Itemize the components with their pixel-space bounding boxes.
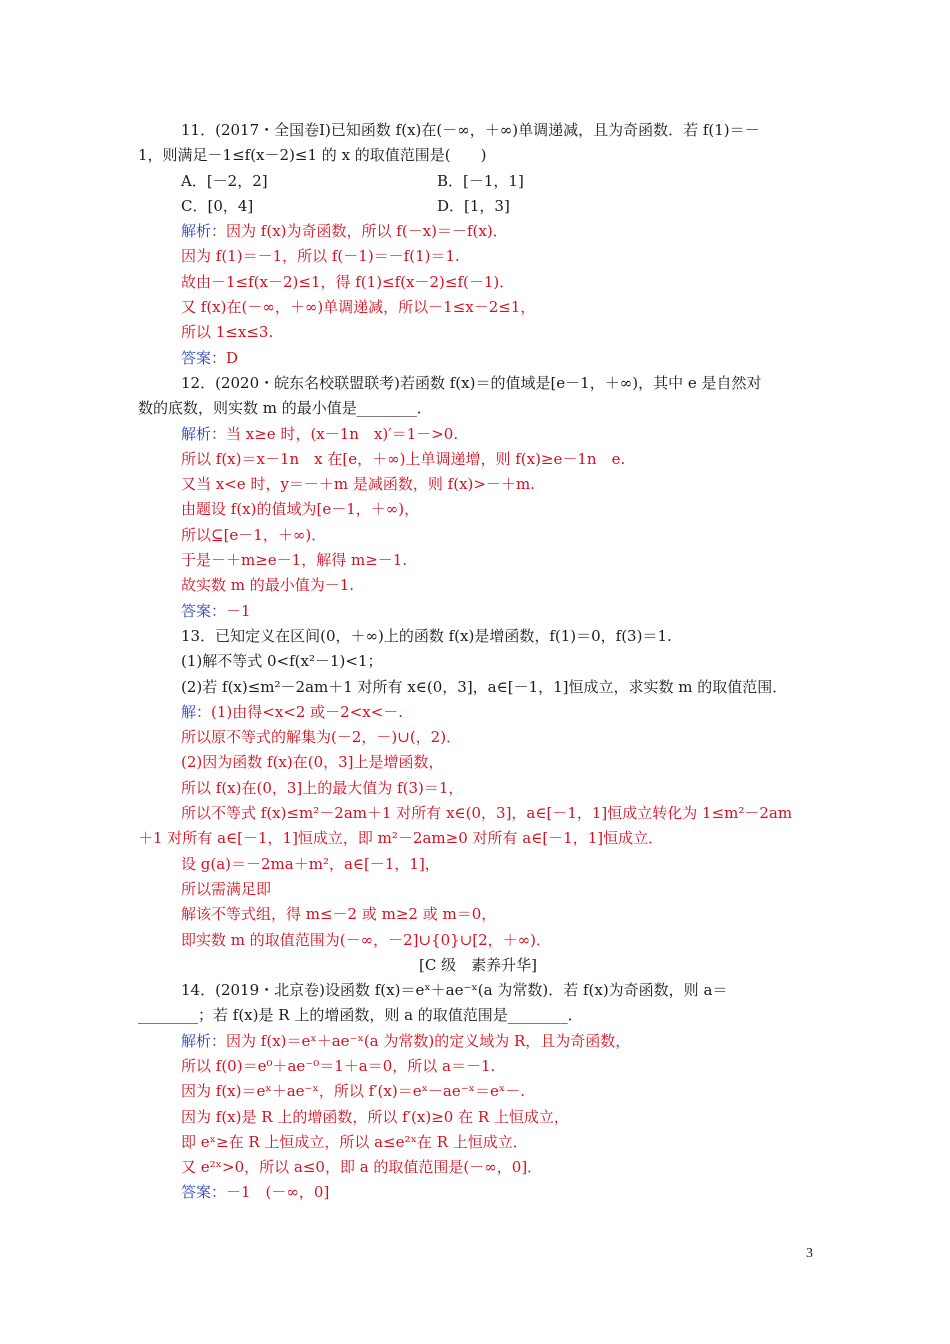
q12-solution-line-3: 又当 x<e 时，y＝－＋m 是减函数，则 f(x)>－＋m.: [181, 475, 535, 494]
q14-solution-line-2: 所以 f(0)＝e⁰＋ae⁻⁰＝1＋a＝0，所以 a＝－1.: [181, 1056, 496, 1075]
q12-solution-line-2: 所以 f(x)＝x－1n x 在[e，＋∞)上单调递增，则 f(x)≥e－1n e.: [181, 449, 626, 468]
q11-solution-line-5: 所以 1≤x≤3.: [181, 323, 274, 342]
q13-solution-label: 解：: [181, 702, 212, 721]
q12-solution-line-6: 于是－＋m≥e－1，解得 m≥－1.: [181, 551, 408, 570]
q12-solution-line-4: 由题设 f(x)的值域为[e－1，＋∞)，: [181, 500, 420, 519]
q11-solution-line-2: 因为 f(1)＝－1，所以 f(－1)＝－f(1)＝1.: [181, 247, 460, 266]
q14-solution-text-1: 因为 f(x)＝eˣ＋ae⁻ˣ(a 为常数)的定义域为 R，且为奇函数，: [226, 1031, 631, 1050]
q11-option-c: C．[0，4]: [181, 196, 254, 215]
q14-solution-line-5: 即 eˣ≥在 R 上恒成立，所以 a≤e²ˣ在 R 上恒成立．: [181, 1132, 528, 1151]
q11-solution-label: 解析：: [181, 222, 227, 241]
q13-solution-line-3: (2)因为函数 f(x)在(0，3]上是增函数，: [181, 753, 444, 772]
q11-stem-line-1: 11．(2017・全国卷Ⅰ)已知函数 f(x)在(－∞，＋∞)单调递减，且为奇函数．若 f(1)＝－: [181, 121, 760, 139]
q13-solution-line-1: [138, 700, 818, 725]
q14-solution-line-1: [138, 1029, 818, 1054]
q13-solution-line-10: 即实数 m 的取值范围为(－∞，－2]∪{0}∪[2，＋∞)．: [181, 930, 552, 949]
q12-solution-line-1: [138, 422, 818, 447]
q11-option-a: A．[－2，2]: [181, 171, 268, 190]
q11-solution-text-1: 因为 f(x)为奇函数，所以 f(－x)＝－f(x)．: [226, 222, 508, 241]
q12-stem-line-1: 12．(2020・皖东名校联盟联考)若函数 f(x)＝的值域是[e－1，＋∞)，其中 e 是自然对: [181, 373, 762, 392]
document-page: [138, 118, 818, 1206]
q14-stem-line-1: 14．(2019・北京卷)设函数 f(x)＝eˣ＋ae⁻ˣ(a 为常数)．若 f(x)为奇函数，则 a＝: [181, 981, 728, 1000]
q11-options-row-1: [138, 169, 818, 194]
q11-options-row-2: [138, 194, 818, 219]
q11-answer-label: 答案：: [181, 348, 227, 367]
q14-solution-line-6: 又 e²ˣ>0，所以 a≤0，即 a 的取值范围是(－∞，0]．: [181, 1158, 543, 1177]
q14-solution-label: 解析：: [181, 1031, 227, 1050]
q13-solution-line-7: 设 g(a)＝－2ma＋m²，a∈[－1，1]，: [181, 854, 440, 873]
q13-solution-line-2: 所以原不等式的解集为(－2，－)∪(，2)．: [181, 728, 462, 747]
q14-stem-line-2: ________；若 f(x)是 R 上的增函数，则 a 的取值范围是________．: [138, 1006, 583, 1025]
q12-answer-value: －1: [226, 601, 251, 620]
q12-solution-label: 解析：: [181, 424, 227, 443]
q11-solution-line-3: 故由－1≤f(x－2)≤1，得 f(1)≤f(x－2)≤f(－1)．: [181, 272, 515, 291]
q14-answer-line: [138, 1180, 818, 1205]
q12-answer-line: [138, 599, 818, 624]
q12-solution-line-5: 所以⊆[e－1，＋∞)．: [181, 525, 327, 544]
q13-solution-line-8: 所以需满足即: [181, 879, 272, 898]
q12-stem-line-2: 数的底数，则实数 m 的最小值是________．: [138, 399, 432, 418]
q11-answer-line: [138, 346, 818, 371]
q13-solution-line-9: 解该不等式组，得 m≤－2 或 m≥2 或 m＝0，: [181, 905, 497, 924]
q11-option-b: B．[－1，1]: [437, 171, 524, 190]
q12-answer-label: 答案：: [181, 601, 227, 620]
q13-solution-line-5: 所以不等式 f(x)≤m²－2am＋1 对所有 x∈(0，3]，a∈[－1，1]恒成立转化为 1≤m²－2am: [181, 804, 793, 823]
q11-option-d: D．[1，3]: [437, 196, 510, 215]
q13-stem-line-2: (1)解不等式 0<f(x²－1)<1；: [181, 652, 383, 671]
page-number: 3: [806, 1246, 813, 1261]
q14-answer-label: 答案：: [181, 1183, 227, 1202]
q11-solution-line-4: 又 f(x)在(－∞，＋∞)单调递减，所以－1≤x－2≤1，: [181, 298, 536, 317]
q12-solution-text-1: 当 x≥e 时，(x－1n x)′＝1－>0.: [226, 424, 459, 443]
q13-stem-line-1: 13．已知定义在区间(0，＋∞)上的函数 f(x)是增函数，f(1)＝0，f(3)＝1.: [181, 626, 672, 645]
q11-answer-value: D: [226, 348, 239, 367]
section-c-heading: [C 级 素养升华]: [419, 955, 537, 974]
q14-solution-line-4: 因为 f(x)是 R 上的增函数，所以 f′(x)≥0 在 R 上恒成立，: [181, 1107, 569, 1126]
q13-solution-line-4: 所以 f(x)在(0，3]上的最大值为 f(3)＝1，: [181, 778, 464, 797]
q13-stem-line-3: (2)若 f(x)≤m²－2am＋1 对所有 x∈(0，3]，a∈[－1，1]恒成立，求实数 m 的取值范围．: [181, 677, 788, 696]
q12-solution-line-7: 故实数 m 的最小值为－1.: [181, 576, 355, 595]
q11-solution-line-1: [138, 219, 818, 244]
q14-answer-value: －1 (－∞，0]: [226, 1183, 330, 1202]
q14-solution-line-3: 因为 f(x)＝eˣ＋ae⁻ˣ，所以 f′(x)＝eˣ－ae⁻ˣ＝eˣ－.: [181, 1082, 526, 1101]
q13-solution-text-1: (1)由得<x<2 或－2<x<－.: [211, 702, 404, 721]
q13-solution-line-6: ＋1 对所有 a∈[－1，1]恒成立，即 m²－2am≥0 对所有 a∈[－1，1]恒成立．: [138, 829, 664, 848]
q11-stem-line-2: 1，则满足－1≤f(x－2)≤1 的 x 的取值范围是( ): [138, 146, 487, 165]
